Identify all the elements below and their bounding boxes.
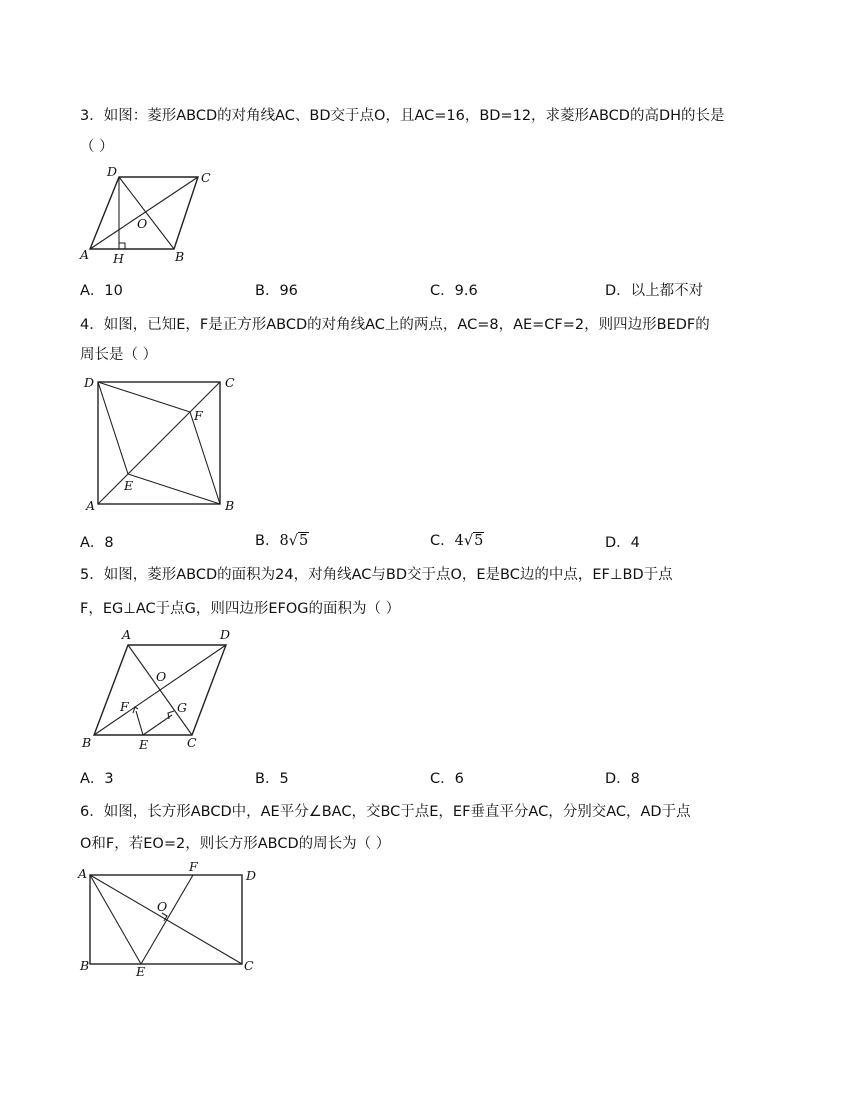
q3-label-o: O bbox=[137, 216, 148, 231]
q3-stem-line2: （ ） bbox=[80, 139, 114, 155]
q6-label-b: B bbox=[80, 958, 90, 973]
q3-stem-line1: 3．如图：菱形ABCD的对角线AC、BD交于点O，且AC=16，BD=12，求菱形ABCD的高DH的长是 bbox=[80, 108, 725, 124]
q6-label-o: O bbox=[157, 899, 168, 914]
q4-side-fd bbox=[98, 382, 190, 412]
q3-label-b: B bbox=[175, 249, 185, 264]
q5-option-b: B．5 bbox=[255, 771, 289, 787]
q5-label-f: F bbox=[120, 699, 129, 714]
q6-label-e: E bbox=[136, 964, 146, 979]
q5-option-c: C．6 bbox=[430, 771, 464, 787]
q3-option-b: B．96 bbox=[255, 283, 298, 299]
q4-stem-line1: 4．如图，已知E，F是正方形ABCD的对角线AC上的两点，AC=8，AE=CF=2，则四边形BEDF的 bbox=[80, 317, 710, 333]
q4-option-c-radicand: 5 bbox=[474, 533, 484, 549]
q4-side-eb bbox=[128, 474, 220, 504]
q3-option-a: A．10 bbox=[80, 283, 123, 299]
q4-label-f: F bbox=[194, 408, 203, 423]
q5-segment-eg bbox=[143, 715, 172, 735]
q5-label-d: D bbox=[220, 627, 231, 642]
q5-stem-line2: F，EG⊥AC于点G，则四边形EFOG的面积为（ ） bbox=[80, 601, 401, 617]
q4-square-figure bbox=[80, 372, 245, 517]
q4-option-c-prefix: C． bbox=[430, 533, 455, 549]
q6-rectangle-figure bbox=[76, 858, 266, 983]
q5-rhombus-figure bbox=[80, 625, 240, 755]
q6-perpendicular-ef bbox=[141, 875, 193, 964]
q6-label-d: D bbox=[246, 868, 257, 883]
q4-label-b: B bbox=[225, 498, 235, 513]
q5-stem-line1: 5．如图，菱形ABCD的面积为24，对角线AC与BD交于点O，E是BC边的中点，EF⊥BD于点 bbox=[80, 567, 673, 583]
q4-option-c-coefficient: 4 bbox=[454, 533, 464, 549]
q3-right-angle-mark bbox=[119, 243, 125, 249]
q3-option-d: D．以上都不对 bbox=[605, 283, 704, 299]
q4-option-a: A．8 bbox=[80, 535, 114, 551]
q4-side-de bbox=[98, 382, 128, 474]
q5-option-d: D．8 bbox=[605, 771, 640, 787]
q5-diagonal-ac bbox=[128, 645, 192, 735]
q3-diagonal-ac bbox=[90, 177, 198, 249]
q5-label-e: E bbox=[139, 737, 149, 752]
q4-option-d: D．4 bbox=[605, 535, 640, 551]
q3-label-h: H bbox=[113, 251, 124, 266]
q3-rhombus-figure bbox=[76, 165, 226, 267]
q6-diagonal-ac bbox=[90, 875, 242, 964]
q4-option-c-radical-sign: √ bbox=[463, 533, 474, 549]
q5-option-a: A．3 bbox=[80, 771, 114, 787]
q3-diagonal-bd bbox=[119, 177, 174, 249]
q3-option-c: C．9.6 bbox=[430, 283, 478, 299]
q5-segment-ef bbox=[136, 711, 143, 735]
q5-label-b: B bbox=[82, 735, 92, 750]
q3-label-d: D bbox=[107, 165, 118, 179]
q6-label-f: F bbox=[189, 859, 198, 874]
q3-label-c: C bbox=[201, 170, 211, 185]
q4-option-c bbox=[430, 529, 484, 550]
q3-label-a: A bbox=[80, 247, 90, 262]
q5-label-o: O bbox=[156, 669, 167, 684]
q4-diagonal-ac bbox=[98, 382, 220, 504]
q4-stem-line2: 周长是（ ） bbox=[80, 347, 158, 363]
q4-label-c: C bbox=[225, 375, 235, 390]
q4-option-b-prefix: B． bbox=[255, 533, 280, 549]
q4-label-e: E bbox=[124, 478, 134, 493]
q4-label-a: A bbox=[86, 498, 96, 513]
q4-option-b-coefficient: 8 bbox=[279, 533, 289, 549]
q4-option-b bbox=[255, 529, 309, 550]
q5-label-g: G bbox=[177, 700, 187, 715]
q5-label-a: A bbox=[122, 627, 132, 642]
q6-label-c: C bbox=[244, 958, 254, 973]
q4-side-bf bbox=[190, 412, 220, 504]
q4-option-b-radical-sign: √ bbox=[288, 533, 298, 549]
q6-label-a: A bbox=[78, 866, 88, 881]
q6-stem-line1: 6．如图，长方形ABCD中，AE平分∠BAC，交BC于点E，EF垂直平分AC，分别交AC，AD于点 bbox=[80, 804, 691, 820]
q6-bisector-ae bbox=[90, 875, 141, 964]
q6-stem-line2: O和F，若EO=2，则长方形ABCD的周长为（ ） bbox=[80, 836, 391, 852]
q5-right-angle-mark-g bbox=[168, 711, 174, 719]
q4-label-d: D bbox=[84, 375, 95, 390]
q5-label-c: C bbox=[187, 735, 197, 750]
q4-option-b-radicand: 5 bbox=[298, 533, 309, 549]
